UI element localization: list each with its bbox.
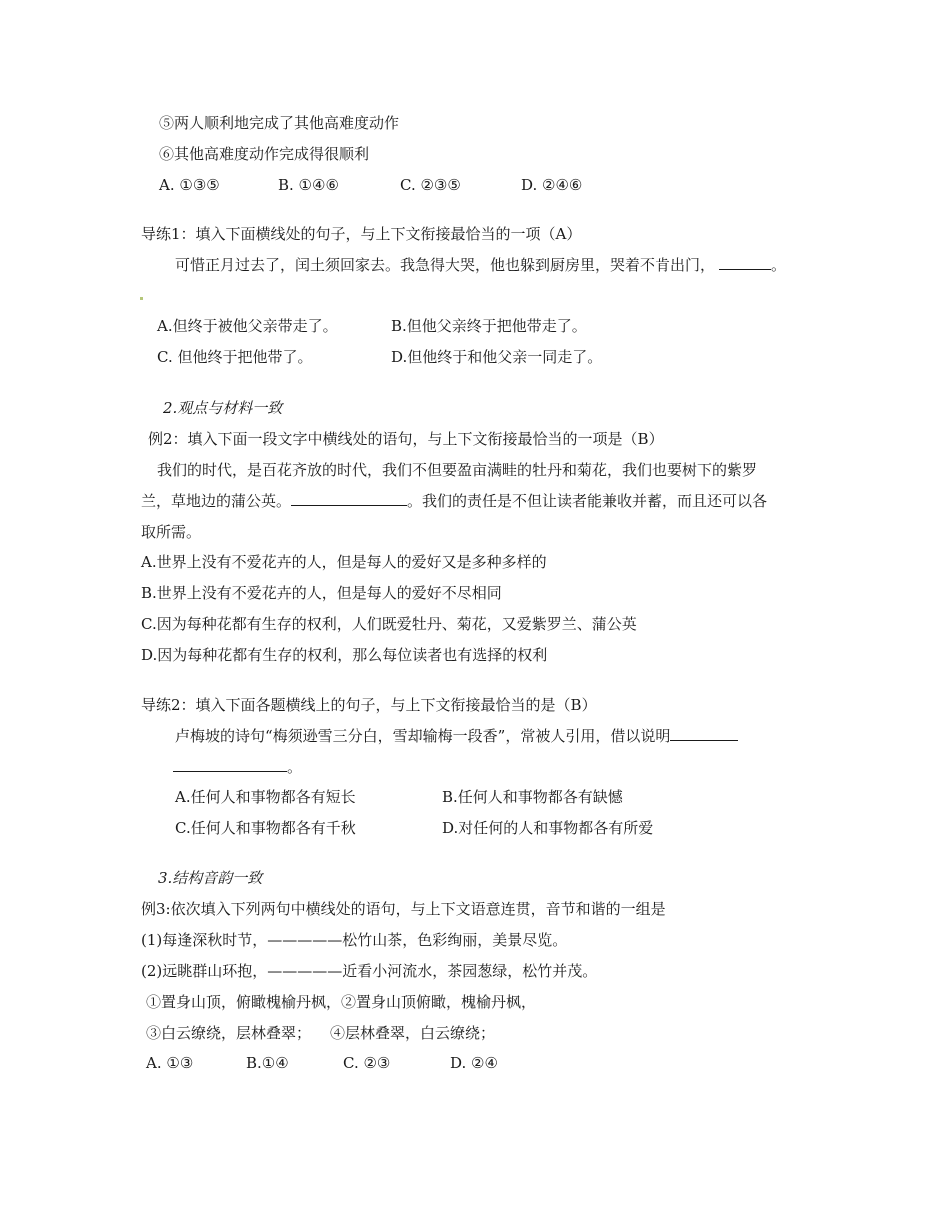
example-3-option-4: ④层林叠翠，白云缭绕；	[330, 1024, 496, 1042]
answer-blank	[670, 726, 738, 741]
guide2-option-d: D.对任何的人和事物都各有所爱	[442, 819, 654, 837]
guide2-stem-text: 卢梅坡的诗句“梅须逊雪三分白，雪却输梅一段香”，常被人引用，借以说明	[175, 727, 671, 745]
choice-a: A. ①③⑤	[159, 176, 220, 194]
example-3-title: 例3:依次填入下列两句中横线处的语句，与上下文语意连贯，音节和谐的一组是	[141, 900, 666, 918]
guide2-stem-continued	[173, 757, 302, 777]
example-2-title: 例2：填入下面一段文字中横线处的语句，与上下文衔接最恰当的一项是（B）	[148, 430, 664, 448]
guide1-stem	[175, 255, 786, 275]
choice-d: D. ②④⑥	[521, 176, 583, 194]
example-2-option-a: A.世界上没有不爱花卉的人，但是每人的爱好又是多种多样的	[141, 553, 547, 571]
example-3-sentence-1: (1)每逢深秋时节，—————松竹山茶，色彩绚丽，美景尽览。	[141, 931, 568, 949]
example-3-choice-a: A. ①③	[146, 1054, 194, 1072]
guide2-stem-end: 。	[287, 758, 303, 776]
guide2-title: 导练2：填入下面各题横线上的句子，与上下文衔接最恰当的是（B）	[141, 696, 597, 714]
guide1-option-b: B.但他父亲终于把他带走了。	[391, 317, 587, 335]
example-2-para-line-2	[141, 491, 767, 511]
example-2-para-part-1: 兰，草地边的蒲公英。	[141, 492, 292, 510]
guide2-stem	[175, 726, 738, 746]
example-2-option-b: B.世界上没有不爱花卉的人，但是每人的爱好不尽相同	[141, 584, 502, 602]
guide2-option-b: B.任何人和事物都各有缺憾	[442, 788, 623, 806]
option-5: ⑤两人顺利地完成了其他高难度动作	[159, 114, 400, 132]
example-3-choice-d: D. ②④	[450, 1054, 498, 1072]
example-3-option-3: ③白云缭绕，层林叠翠；	[146, 1024, 312, 1042]
section-3-heading: 3.结构音韵一致	[158, 869, 263, 887]
guide1-option-d: D.但他终于和他父亲一同走了。	[391, 348, 603, 366]
choice-b: B. ①④⑥	[278, 176, 339, 194]
example-3-sentence-2: (2)远眺群山环抱，—————近看小河流水，茶园葱绿，松竹并茂。	[141, 962, 598, 980]
guide1-stem-end: 。	[771, 256, 787, 274]
example-2-option-c: C.因为每种花都有生存的权利，人们既爱牡丹、菊花，又爱紫罗兰、蒲公英	[141, 615, 637, 633]
guide1-option-a: A.但终于被他父亲带走了。	[157, 317, 338, 335]
guide1-stem-text: 可惜正月过去了，闰土须回家去。我急得大哭，他也躲到厨房里，哭着不肯出门，	[175, 256, 716, 274]
answer-blank	[173, 757, 287, 772]
example-2-para-line-3: 取所需。	[141, 523, 202, 541]
option-6: ⑥其他高难度动作完成得很顺利	[159, 145, 370, 163]
stray-mark	[140, 297, 143, 300]
guide1-title: 导练1：填入下面横线处的句子，与上下文衔接最恰当的一项（A）	[141, 225, 582, 243]
example-2-para-line-1: 我们的时代，是百花齐放的时代，我们不但要盈亩满畦的牡丹和菊花，我们也要树下的紫罗	[157, 461, 758, 479]
example-2-option-d: D.因为每种花都有生存的权利，那么每位读者也有选择的权利	[141, 646, 548, 664]
section-2-heading: 2.观点与材料一致	[163, 399, 283, 417]
guide2-option-a: A.任何人和事物都各有短长	[175, 788, 356, 806]
guide1-option-c: C. 但他终于把他带了。	[157, 348, 313, 366]
answer-blank	[291, 491, 407, 506]
example-2-para-part-2: 。我们的责任是不但让读者能兼收并蓄，而且还可以各	[407, 492, 768, 510]
example-3-choice-c: C. ②③	[343, 1054, 391, 1072]
example-3-options-row-1: ①置身山顶，俯瞰槐榆丹枫，②置身山顶俯瞰，槐榆丹枫，	[146, 993, 537, 1011]
guide2-option-c: C.任何人和事物都各有千秋	[175, 819, 356, 837]
choice-c: C. ②③⑤	[400, 176, 461, 194]
example-3-choice-b: B.①④	[246, 1054, 289, 1072]
answer-blank	[719, 255, 771, 270]
